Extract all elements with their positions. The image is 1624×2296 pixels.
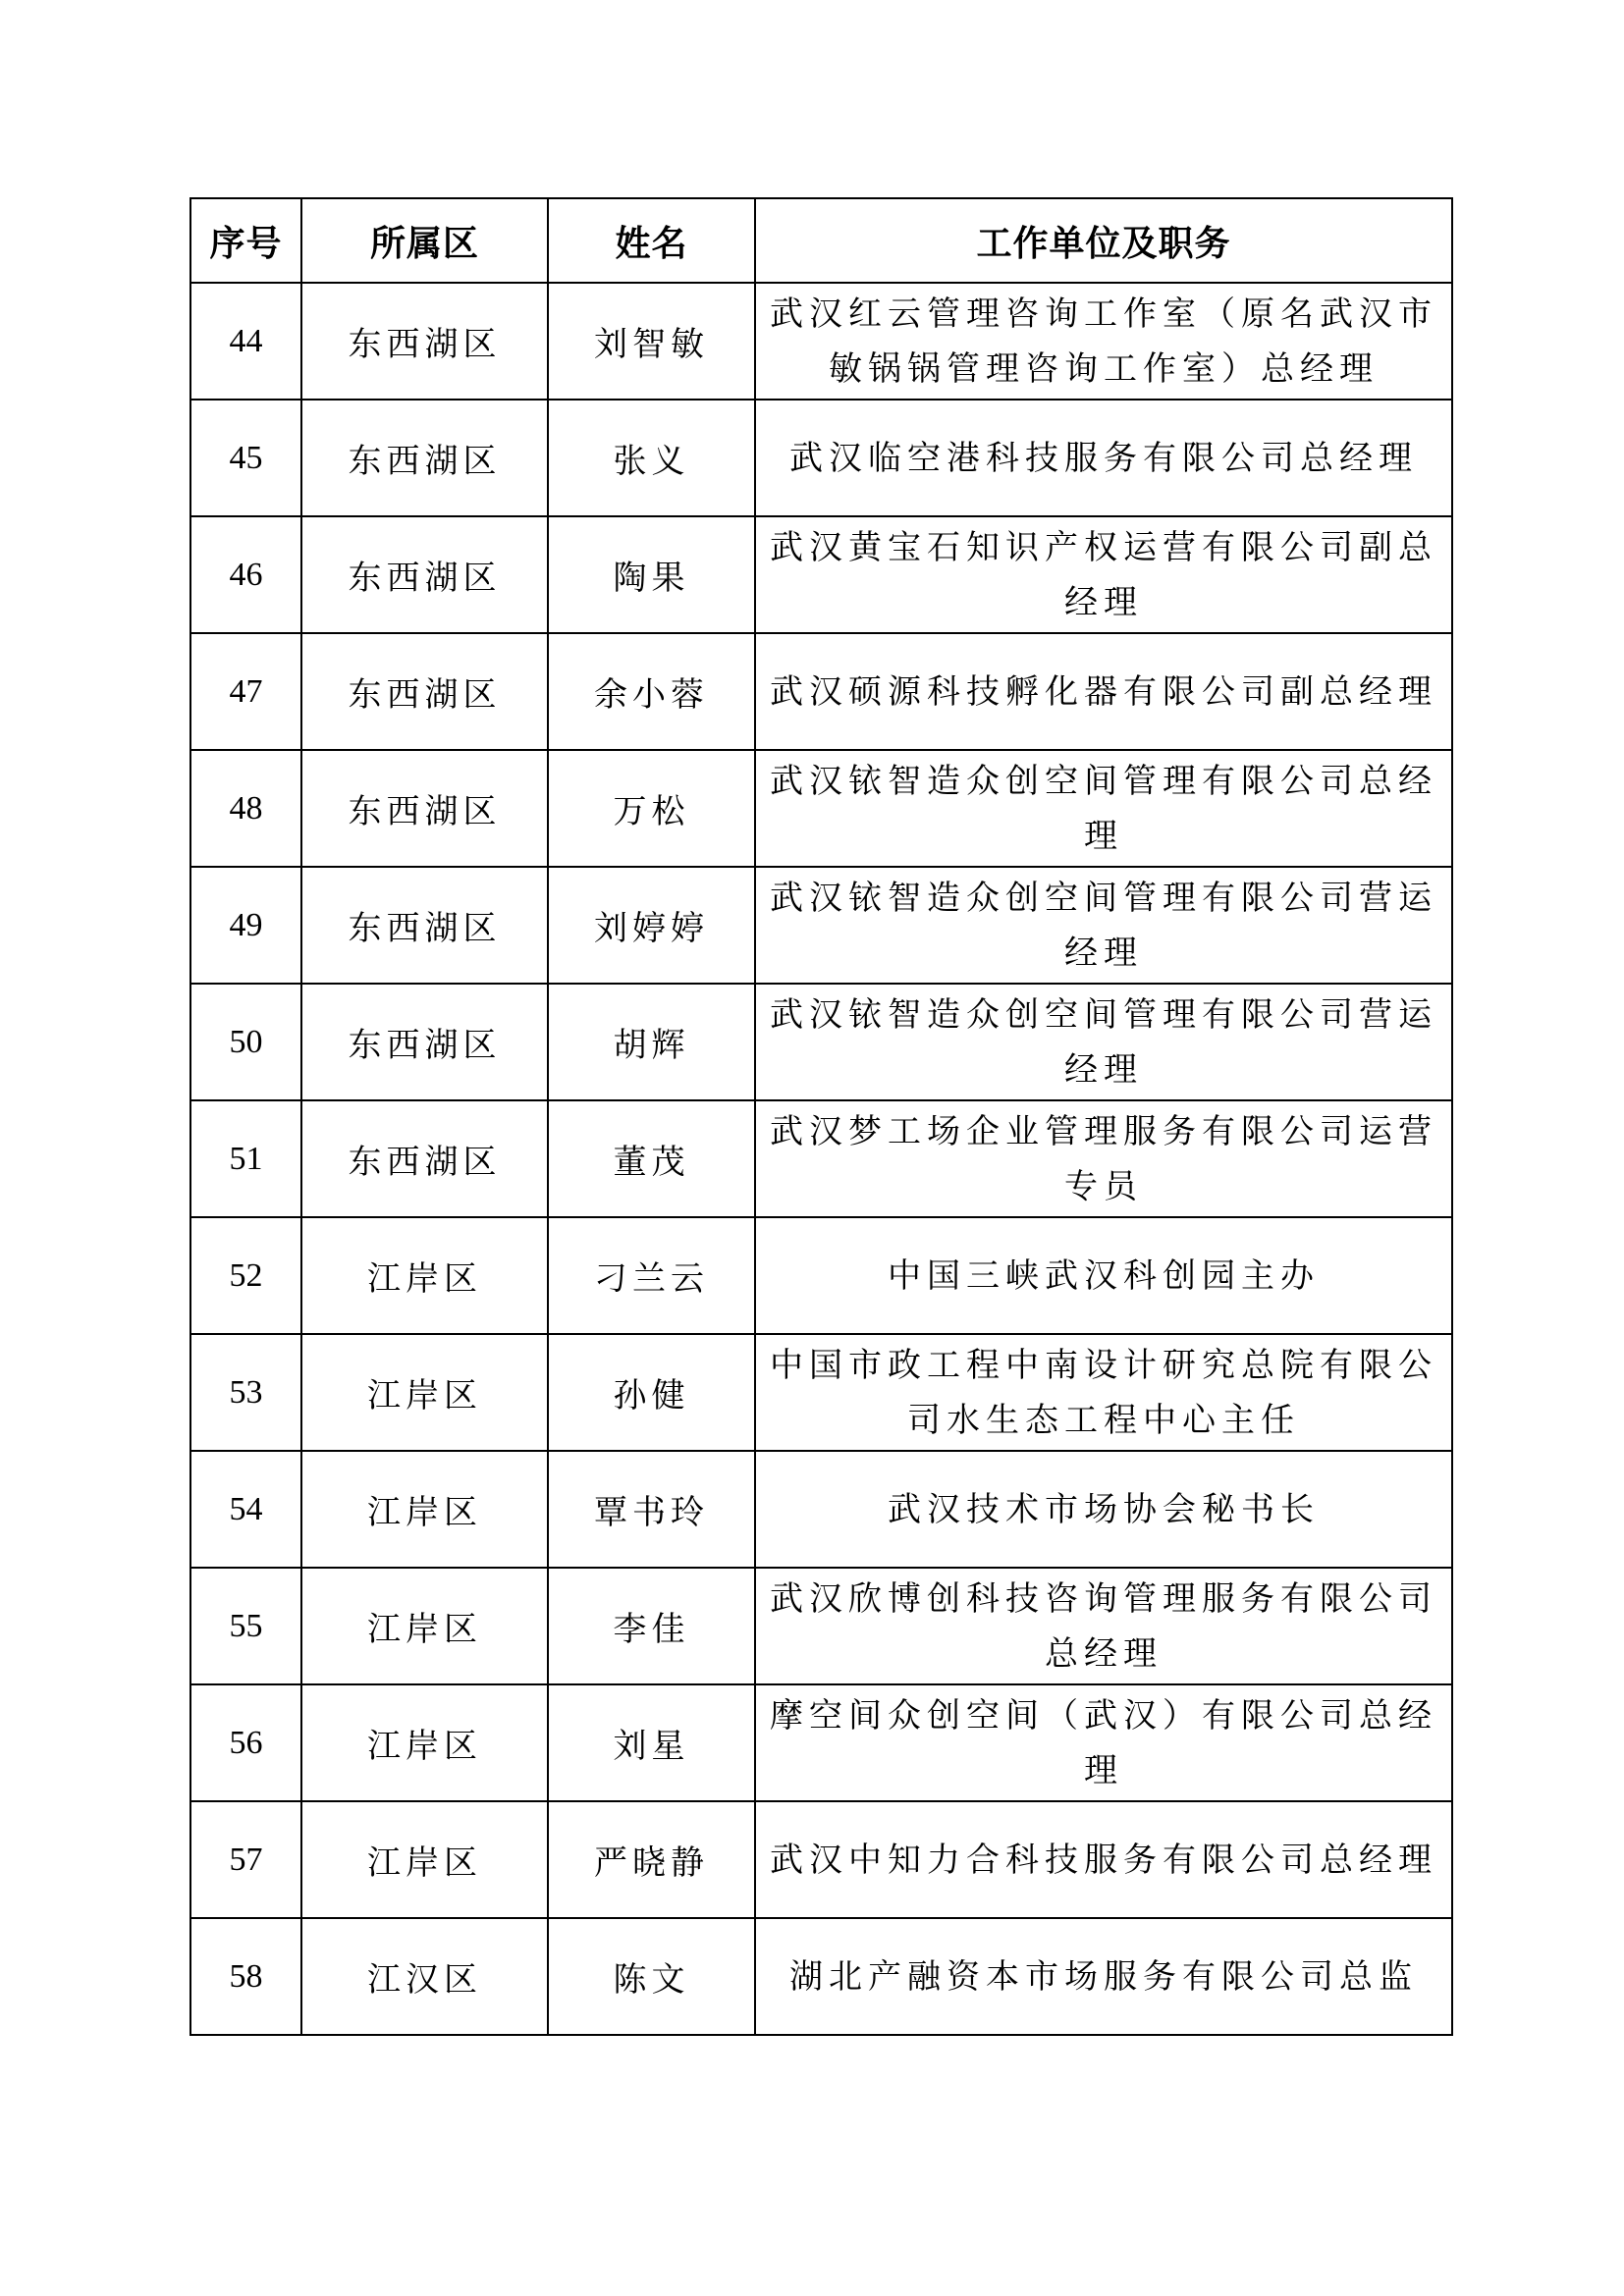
serial-cell: 48 — [190, 750, 301, 867]
name-cell: 刘婷婷 — [548, 867, 755, 984]
serial-cell: 54 — [190, 1451, 301, 1568]
name-cell: 万松 — [548, 750, 755, 867]
serial-cell: 47 — [190, 633, 301, 750]
serial-cell: 52 — [190, 1217, 301, 1334]
district-cell: 东西湖区 — [301, 400, 548, 516]
header-district: 所属区 — [301, 198, 548, 283]
work-unit-cell: 武汉欣博创科技咨询管理服务有限公司总经理 — [755, 1568, 1452, 1684]
district-cell: 东西湖区 — [301, 867, 548, 984]
table-row — [190, 516, 1452, 633]
district-cell: 江岸区 — [301, 1568, 548, 1684]
table-row — [190, 1684, 1452, 1801]
name-cell: 陶果 — [548, 516, 755, 633]
name-cell: 陈文 — [548, 1918, 755, 2035]
work-unit-cell: 中国市政工程中南设计研究总院有限公司水生态工程中心主任 — [755, 1334, 1452, 1451]
serial-cell: 50 — [190, 984, 301, 1100]
serial-cell: 57 — [190, 1801, 301, 1918]
name-cell: 胡辉 — [548, 984, 755, 1100]
serial-cell: 45 — [190, 400, 301, 516]
table-row — [190, 1568, 1452, 1684]
work-unit-cell: 摩空间众创空间（武汉）有限公司总经理 — [755, 1684, 1452, 1801]
table-row — [190, 633, 1452, 750]
table-row — [190, 1451, 1452, 1568]
work-unit-cell: 中国三峡武汉科创园主办 — [755, 1217, 1452, 1334]
district-cell: 东西湖区 — [301, 750, 548, 867]
serial-cell: 46 — [190, 516, 301, 633]
table-row — [190, 750, 1452, 867]
table-row — [190, 984, 1452, 1100]
name-cell: 严晓静 — [548, 1801, 755, 1918]
name-cell: 李佳 — [548, 1568, 755, 1684]
table-row — [190, 1918, 1452, 2035]
work-unit-cell: 武汉黄宝石知识产权运营有限公司副总经理 — [755, 516, 1452, 633]
name-cell: 刁兰云 — [548, 1217, 755, 1334]
serial-cell: 58 — [190, 1918, 301, 2035]
personnel-table — [189, 197, 1453, 2036]
name-cell: 刘星 — [548, 1684, 755, 1801]
serial-cell: 55 — [190, 1568, 301, 1684]
name-cell: 刘智敏 — [548, 283, 755, 400]
district-cell: 东西湖区 — [301, 633, 548, 750]
table-row — [190, 283, 1452, 400]
district-cell: 江岸区 — [301, 1801, 548, 1918]
district-cell: 江岸区 — [301, 1684, 548, 1801]
district-cell: 东西湖区 — [301, 283, 548, 400]
table-row — [190, 400, 1452, 516]
work-unit-cell: 武汉技术市场协会秘书长 — [755, 1451, 1452, 1568]
name-cell: 孙健 — [548, 1334, 755, 1451]
table-row — [190, 1801, 1452, 1918]
header-name: 姓名 — [548, 198, 755, 283]
work-unit-cell: 湖北产融资本市场服务有限公司总监 — [755, 1918, 1452, 2035]
header-serial: 序号 — [190, 198, 301, 283]
table-row — [190, 1217, 1452, 1334]
district-cell: 江汉区 — [301, 1918, 548, 2035]
work-unit-cell: 武汉梦工场企业管理服务有限公司运营专员 — [755, 1100, 1452, 1217]
district-cell: 江岸区 — [301, 1451, 548, 1568]
district-cell: 东西湖区 — [301, 984, 548, 1100]
district-cell: 东西湖区 — [301, 516, 548, 633]
header-work-unit: 工作单位及职务 — [755, 198, 1452, 283]
table-row — [190, 867, 1452, 984]
work-unit-cell: 武汉临空港科技服务有限公司总经理 — [755, 400, 1452, 516]
district-cell: 江岸区 — [301, 1217, 548, 1334]
work-unit-cell: 武汉铱智造众创空间管理有限公司总经理 — [755, 750, 1452, 867]
name-cell: 张义 — [548, 400, 755, 516]
serial-cell: 49 — [190, 867, 301, 984]
name-cell: 覃书玲 — [548, 1451, 755, 1568]
serial-cell: 51 — [190, 1100, 301, 1217]
district-cell: 东西湖区 — [301, 1100, 548, 1217]
serial-cell: 53 — [190, 1334, 301, 1451]
work-unit-cell: 武汉红云管理咨询工作室（原名武汉市敏锅锅管理咨询工作室）总经理 — [755, 283, 1452, 400]
name-cell: 余小蓉 — [548, 633, 755, 750]
work-unit-cell: 武汉中知力合科技服务有限公司总经理 — [755, 1801, 1452, 1918]
work-unit-cell: 武汉硕源科技孵化器有限公司副总经理 — [755, 633, 1452, 750]
district-cell: 江岸区 — [301, 1334, 548, 1451]
work-unit-cell: 武汉铱智造众创空间管理有限公司营运经理 — [755, 984, 1452, 1100]
name-cell: 董茂 — [548, 1100, 755, 1217]
serial-cell: 56 — [190, 1684, 301, 1801]
work-unit-cell: 武汉铱智造众创空间管理有限公司营运经理 — [755, 867, 1452, 984]
serial-cell: 44 — [190, 283, 301, 400]
table-header-row — [190, 198, 1452, 283]
table-row — [190, 1334, 1452, 1451]
table-row — [190, 1100, 1452, 1217]
